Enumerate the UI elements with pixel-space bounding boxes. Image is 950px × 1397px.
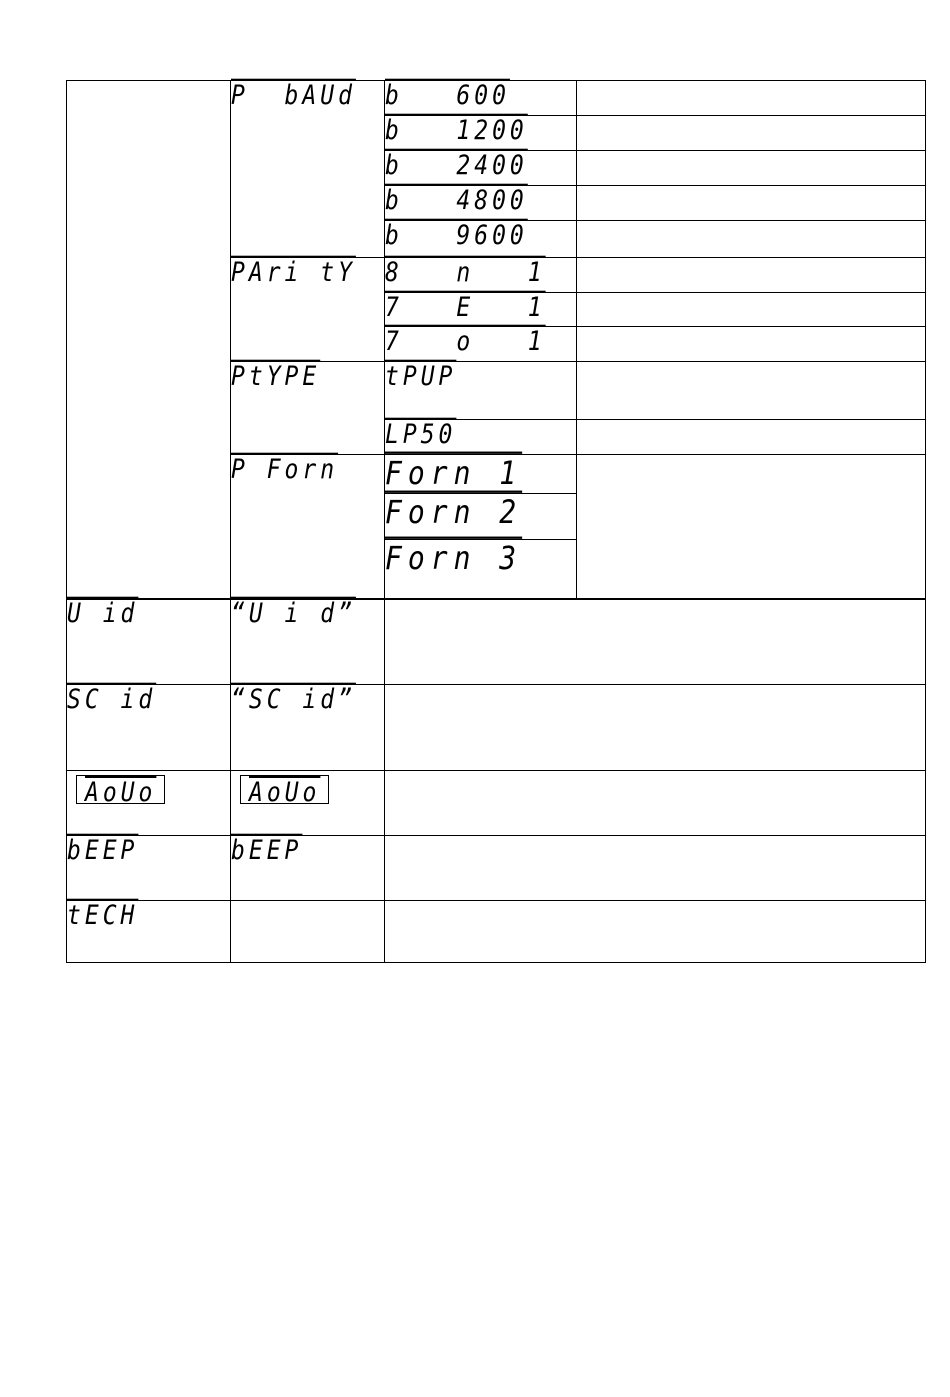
param-p-baud [231, 81, 385, 258]
option-baud-600: b 600 [385, 81, 577, 116]
row-aouo-value: AoUo [231, 771, 385, 836]
param-ptype [231, 362, 385, 455]
option-baud-4800: b 4800 [385, 186, 577, 221]
option-ptype-lp50: LP50 [385, 420, 577, 455]
param-parity [231, 258, 385, 362]
menu-parameter-table [66, 80, 926, 600]
row-scid-desc [385, 685, 926, 771]
param-p-baud-code: P bAUd [231, 81, 356, 111]
param-parity-code: PAri tY [231, 258, 356, 288]
row-beep-code: bEEP [67, 836, 231, 901]
row-uid-desc [385, 599, 926, 685]
param-p-form-code: P Forn [231, 455, 339, 485]
option-parity-7e1: 7 E 1 [385, 293, 577, 327]
option-desc [577, 420, 926, 455]
option-baud-2400: b 2400 [385, 151, 577, 186]
option-desc [577, 81, 926, 116]
option-desc [577, 327, 926, 362]
row-beep-desc [385, 836, 926, 901]
row-scid-code: SC id [67, 685, 231, 771]
option-desc [577, 362, 926, 420]
option-desc [577, 258, 926, 293]
row-tech-code: tECH [67, 901, 231, 963]
group-cell-empty [67, 81, 231, 600]
param-p-form [231, 455, 385, 600]
row-uid-code: U id [67, 599, 231, 685]
option-desc [577, 116, 926, 151]
menu-parameter-table-lower [66, 598, 926, 963]
option-desc [577, 186, 926, 221]
row-uid-value: “U i d” [231, 599, 385, 685]
option-desc [577, 293, 926, 327]
row-aouo-desc [385, 771, 926, 836]
option-form-3: Forn 3 [385, 540, 577, 600]
option-form-2: Forn 2 [385, 494, 577, 540]
option-parity-7o1: 7 o 1 [385, 327, 577, 362]
row-scid-value: “SC id” [231, 685, 385, 771]
option-desc [577, 151, 926, 186]
row-beep-value: bEEP [231, 836, 385, 901]
option-parity-8n1: 8 n 1 [385, 258, 577, 293]
option-baud-9600: b 9600 [385, 221, 577, 258]
option-ptype-tpup: tPUP [385, 362, 577, 420]
option-baud-1200: b 1200 [385, 116, 577, 151]
param-ptype-code: PtYPE [231, 362, 321, 392]
row-tech-value [231, 901, 385, 963]
row-tech-desc [385, 901, 926, 963]
option-form-1: Forn 1 [385, 455, 577, 494]
option-desc-form [577, 455, 926, 600]
option-desc [577, 221, 926, 258]
row-aouo-code: AoUo [67, 771, 231, 836]
